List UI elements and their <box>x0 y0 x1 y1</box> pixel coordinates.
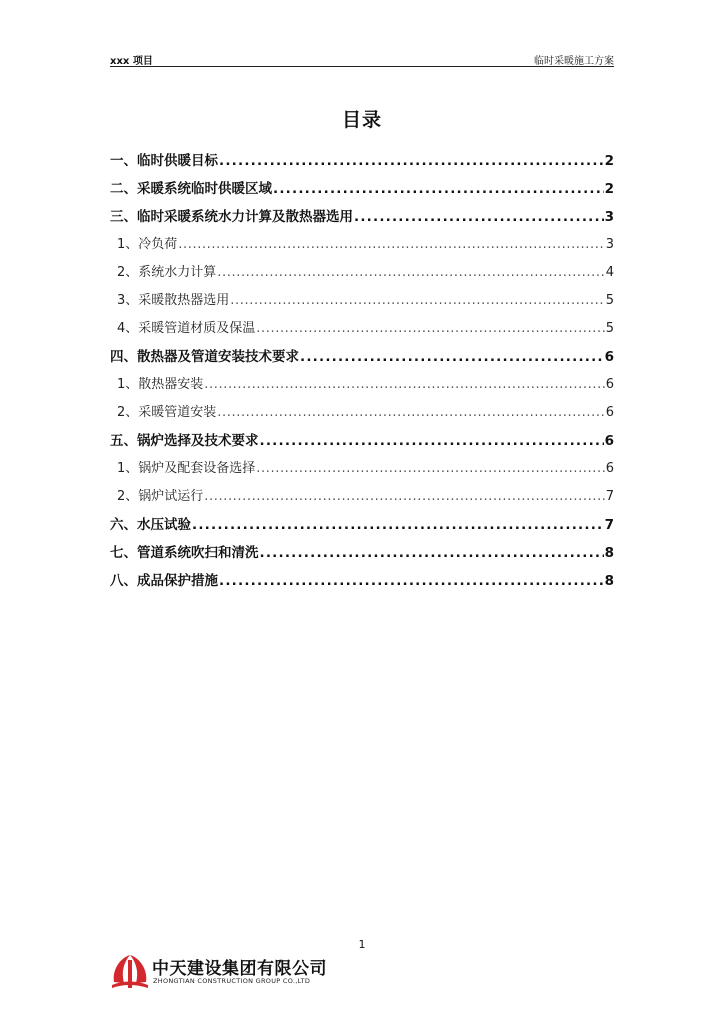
toc-dot-leader <box>256 315 604 343</box>
page-number: 1 <box>358 938 366 951</box>
page-header <box>110 52 614 66</box>
toc-entry-page-number: 8 <box>604 573 614 589</box>
toc-entry-page-number: 7 <box>604 517 614 533</box>
company-logo-icon <box>110 952 150 990</box>
toc-entry-section[interactable] <box>110 539 614 567</box>
toc-entry-label: 2、采暖管道安装 <box>117 405 217 420</box>
toc-entry-page-number: 6 <box>605 405 614 420</box>
toc-entry-page-number: 8 <box>604 545 614 561</box>
toc-entry-section[interactable] <box>110 567 614 595</box>
toc-entry-section[interactable] <box>110 147 614 175</box>
toc-entry-label: 1、锅炉及配套设备选择 <box>117 461 256 476</box>
company-name-en: ZHONGTIAN CONSTRUCTION GROUP CO.,LTD <box>153 977 311 985</box>
toc-entry-page-number: 6 <box>604 349 614 365</box>
toc-dot-leader <box>260 427 604 455</box>
company-logo <box>110 952 327 992</box>
toc-entry-section[interactable] <box>110 203 614 231</box>
toc-entry-label: 4、采暖管道材质及保温 <box>117 321 256 336</box>
toc-entry-subsection[interactable] <box>110 483 614 511</box>
toc-entry-label: 1、散热器安装 <box>117 377 204 392</box>
toc-entry-label: 三、临时采暖系统水力计算及散热器选用 <box>110 209 353 225</box>
toc-entry-section[interactable] <box>110 175 614 203</box>
toc-dot-leader <box>219 147 604 175</box>
toc-dot-leader <box>273 175 604 203</box>
toc-entry-page-number: 5 <box>605 321 614 336</box>
toc-entry-label: 五、锅炉选择及技术要求 <box>110 433 259 449</box>
toc-entry-label: 四、散热器及管道安装技术要求 <box>110 349 299 365</box>
toc-entry-page-number: 7 <box>605 489 614 504</box>
toc-dot-leader <box>256 455 604 483</box>
toc-entry-subsection[interactable] <box>110 231 614 259</box>
toc-dot-leader <box>217 259 604 287</box>
toc-entry-section[interactable] <box>110 427 614 455</box>
toc-entry-label: 2、系统水力计算 <box>117 265 217 280</box>
toc-entry-section[interactable] <box>110 511 614 539</box>
company-name-cn: 中天建设集团有限公司 <box>152 959 327 979</box>
toc-entry-page-number: 3 <box>605 237 614 252</box>
toc-dot-leader <box>300 343 604 371</box>
toc-dot-leader <box>192 511 604 539</box>
toc-dot-leader <box>217 399 604 427</box>
toc-entry-page-number: 2 <box>604 153 614 169</box>
toc-entry-label: 二、采暖系统临时供暖区域 <box>110 181 272 197</box>
toc-entry-label: 一、临时供暖目标 <box>110 153 218 169</box>
toc-entry-page-number: 2 <box>604 181 614 197</box>
toc-entry-subsection[interactable] <box>110 287 614 315</box>
toc-entry-subsection[interactable] <box>110 315 614 343</box>
toc-dot-leader <box>354 203 604 231</box>
toc-entry-label: 3、采暖散热器选用 <box>117 293 230 308</box>
toc-entry-page-number: 6 <box>604 433 614 449</box>
toc-dot-leader <box>204 483 604 511</box>
header-document-title: 临时采暖施工方案 <box>534 56 614 67</box>
toc-dot-leader <box>178 231 604 259</box>
toc-entry-section[interactable] <box>110 343 614 371</box>
toc-entry-page-number: 4 <box>605 265 614 280</box>
toc-entry-label: 1、冷负荷 <box>117 237 178 252</box>
table-of-contents <box>110 147 614 595</box>
toc-entry-label: 六、水压试验 <box>110 517 191 533</box>
header-divider <box>110 66 614 67</box>
toc-dot-leader <box>260 539 604 567</box>
toc-entry-label: 2、锅炉试运行 <box>117 489 204 504</box>
toc-entry-subsection[interactable] <box>110 455 614 483</box>
toc-entry-subsection[interactable] <box>110 371 614 399</box>
toc-entry-label: 七、管道系统吹扫和清洗 <box>110 545 259 561</box>
toc-entry-label: 八、成品保护措施 <box>110 573 218 589</box>
toc-entry-page-number: 5 <box>605 293 614 308</box>
toc-dot-leader <box>219 567 604 595</box>
toc-dot-leader <box>230 287 604 315</box>
toc-entry-page-number: 3 <box>604 209 614 225</box>
toc-dot-leader <box>204 371 604 399</box>
toc-entry-page-number: 6 <box>605 377 614 392</box>
toc-entry-subsection[interactable] <box>110 399 614 427</box>
header-project-name: xxx 项目 <box>110 56 153 67</box>
toc-entry-subsection[interactable] <box>110 259 614 287</box>
toc-entry-page-number: 6 <box>605 461 614 476</box>
toc-title: 目录 <box>341 109 382 131</box>
